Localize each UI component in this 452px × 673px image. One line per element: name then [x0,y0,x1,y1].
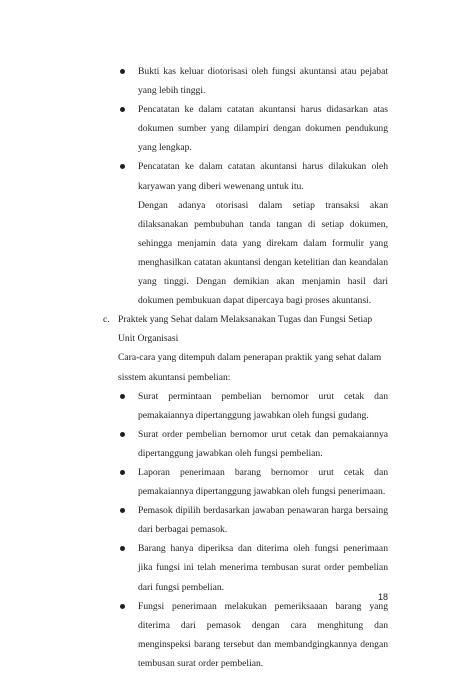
bullet-icon [120,604,125,609]
list-item [118,539,388,596]
list-item [118,62,388,100]
bullet-icon [120,394,125,399]
list-item [118,501,388,539]
list-item-text: Surat order pembelian bernomor urut cetak dan pemakaiannya dipertanggung jawabkan oleh fungsi pembelian. [138,428,388,459]
follow-paragraph: Dengan adanya otorisasi dalam setiap transaksi akan dilaksanakan pembubuhan tanda tangan di setiap dokumen, sehingga menjamin data yang direkam dalam formulir yang menghasilkan catatan akuntansi dengan ketelitian dan keandalan yang tinggi. Dengan demikian akan menjamin hasil dari dokumen pembukuan dapat dipercaya bagi proses akuntansi. [138,199,388,307]
list-item-text: Surat permintaan pembelian bernomor urut cetak dan pemakaiannya dipertanggung jawabkan oleh fungsi gudang. [138,390,388,421]
bullet-icon [120,432,125,437]
list-item [118,463,388,501]
list-item-text: Fungsi penerimaan melakukan pemeriksaaan barang yang diterima dari pemasok dengan cara menghitung dan menginspeksi barang tersebut dan membandgingkannya dengan tembusan surat order pembelian. [138,600,388,669]
list-item-text: Pencatatan ke dalam catatan akuntansi harus dilakukan oleh karyawan yang diberi wewenang untuk itu. [138,161,388,192]
section-c [103,310,388,348]
section-intro: Cara-cara yang ditempuh dalam penerapan praktik yang sehat dalam sisstem akuntansi pembelian: [118,352,382,383]
list-item-text: Pencatatan ke dalam catatan akuntansi harus didasarkan atas dokumen sumber yang dilampiri dengan dokumen pendukung yang lengkap. [138,104,388,154]
list-item-text: Laporan penerimaan barang bernomor urut cetak dan pemakaiannya dipertanggung jawabkan oleh fungsi penerimaan. [138,466,388,498]
list-item-text: Bukti kas keluar diotorisasi oleh fungsi akuntansi atau pejabat yang lebih tinggi. [138,66,388,97]
list-item [118,425,388,463]
bullet-icon [120,69,125,74]
list-item [118,597,388,673]
top-bullet-list [118,62,388,196]
list-item-text: Pemasok dipilih berdasarkan jawaban penawaran harga bersaing dari berbagai pemasok. [138,505,388,536]
section-heading: Praktek yang Sehat dalam Melaksanakan Tugas dan Fungsi Setiap Unit Organisasi [118,314,373,345]
bullet-icon [120,470,125,475]
section-c-body [118,348,388,673]
list-item [118,100,388,157]
bullet-icon [120,164,125,169]
bullet-icon [120,546,125,551]
section-marker: c. [103,314,110,326]
bullet-icon [120,107,125,112]
list-item-text: Barang hanya diperiksa dan diterima oleh fungsi penerimaan jika fungsi ini telah menerima tembusan surat order pembelian dari fungsi pembelian. [138,543,388,593]
section-bullet-list [118,387,388,673]
page-content [103,62,388,673]
bullet-icon [120,508,125,513]
page-number: 18 [378,592,389,602]
list-item [118,157,388,195]
list-item [118,387,388,425]
